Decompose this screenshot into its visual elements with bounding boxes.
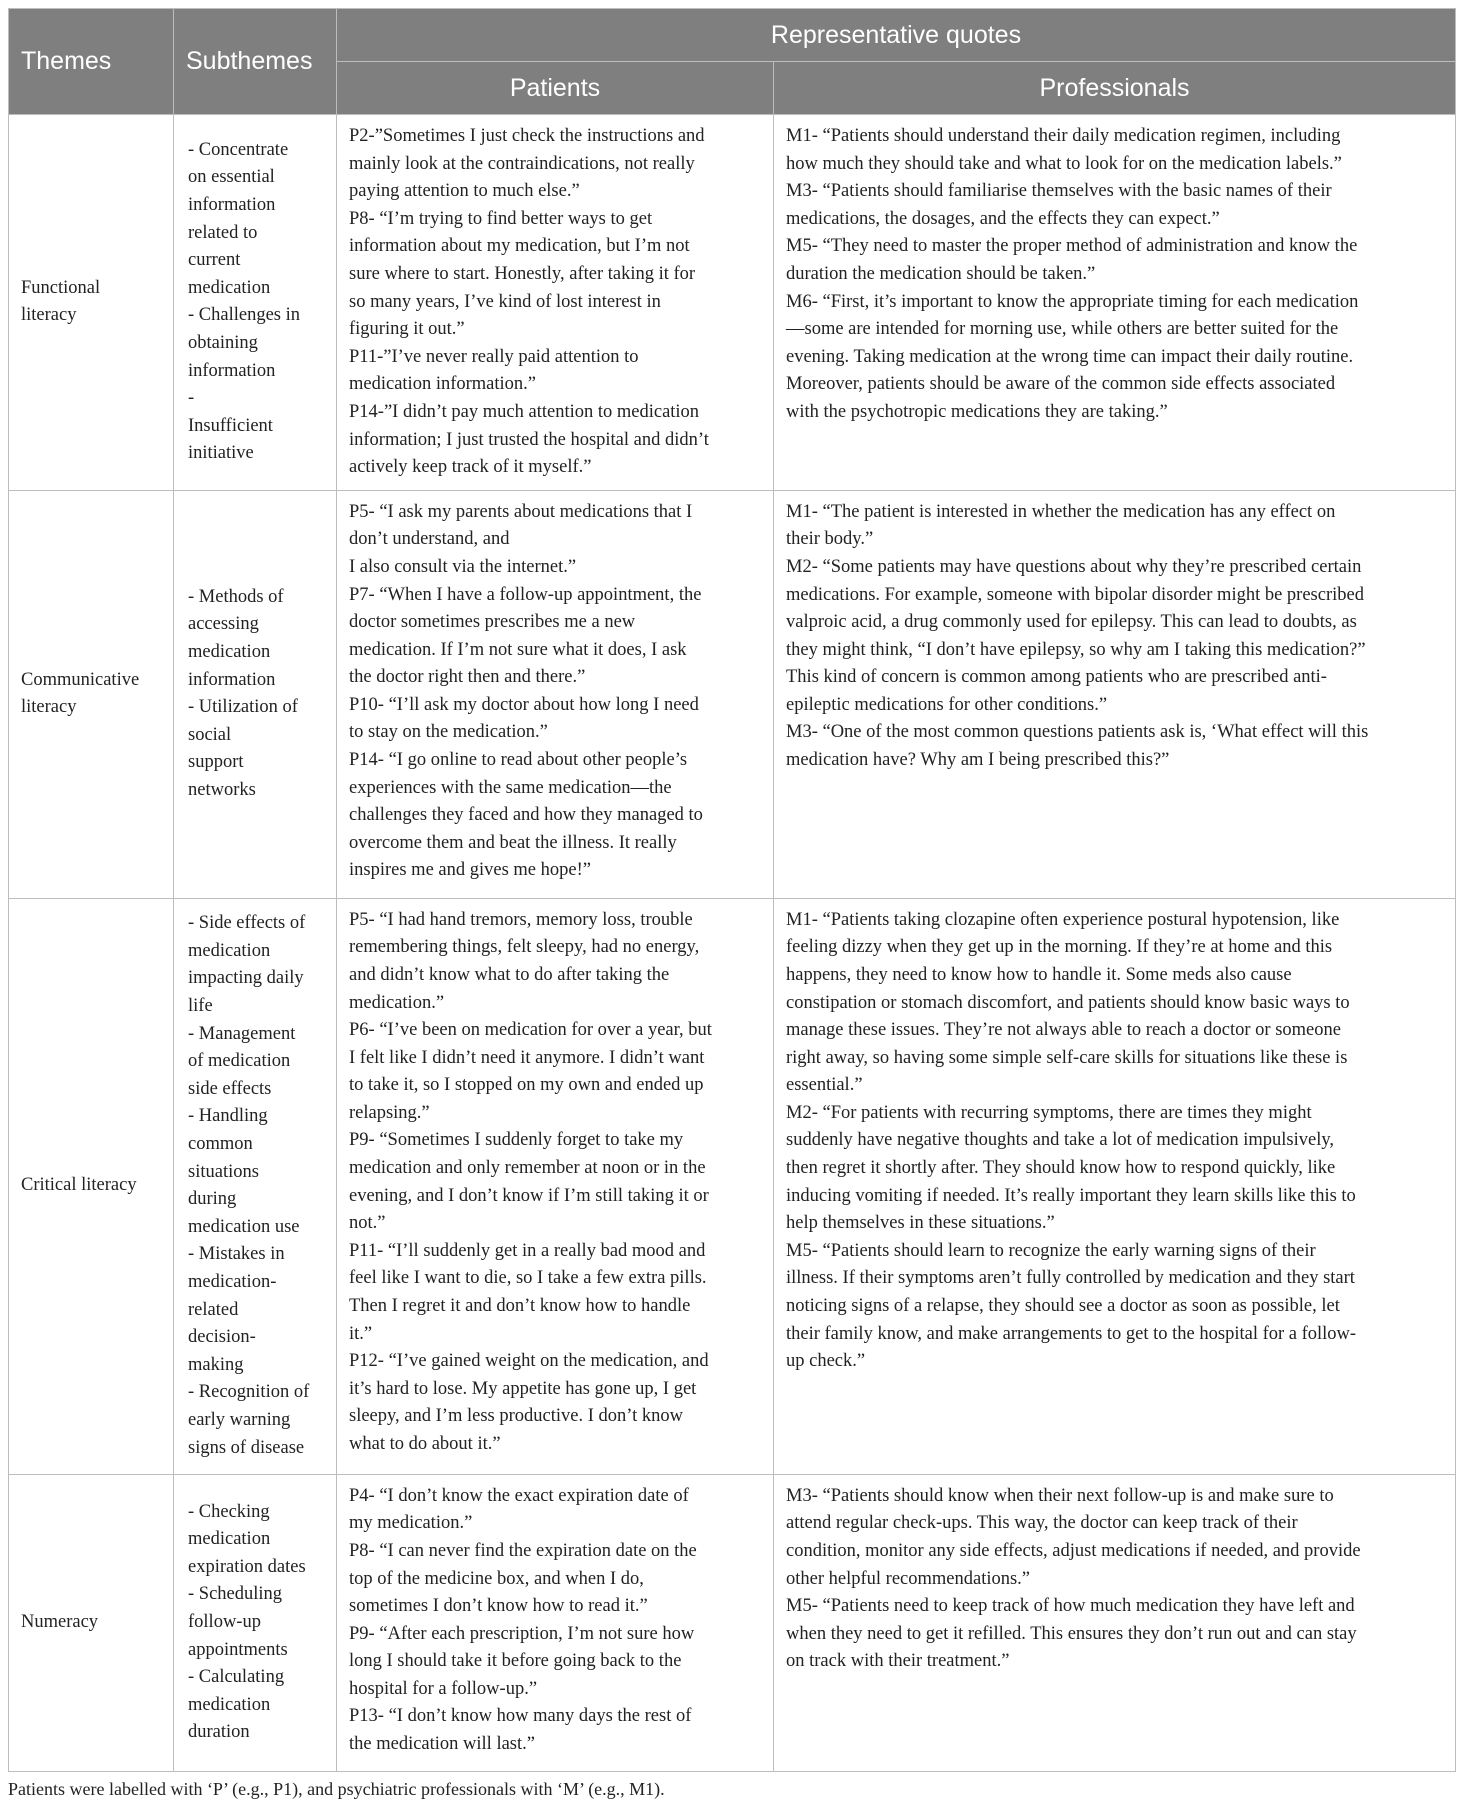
cell-line: - Scheduling	[188, 1584, 283, 1605]
cell-line: their family know, and make arrangements to get to the hospital for a follow-	[786, 1323, 1357, 1344]
cell-line: support	[188, 752, 244, 773]
cell-line: literacy	[21, 305, 77, 326]
cell-line: the doctor right then and there.”	[349, 667, 586, 688]
cell-line: paying attention to much else.”	[349, 181, 580, 202]
cell-line: essential.”	[786, 1075, 863, 1096]
cell-line: constipation or stomach discomfort, and patients should know basic ways to	[786, 992, 1350, 1013]
cell-line: medications, the dosages, and the effects they can expect.”	[786, 208, 1220, 229]
cell-line: Then I regret it and don’t know how to handle	[349, 1296, 691, 1317]
cell-line: side effects	[188, 1078, 272, 1099]
cell-line: medication-	[188, 1272, 277, 1292]
cell-line: P4- “I don’t know the exact expiration date of	[349, 1485, 689, 1506]
cell-line: P14-”I didn’t pay much attention to medication	[349, 401, 700, 422]
cell-line: my medication.”	[349, 1513, 473, 1534]
cell-line: overcome them and beat the illness. It really	[349, 832, 677, 853]
cell-line: medication	[188, 1694, 271, 1715]
themes-table	[8, 8, 1456, 1772]
cell-line: with the psychotropic medications they are taking.”	[786, 401, 1168, 422]
cell-line: I also consult via the internet.”	[349, 556, 577, 577]
cell-line: obtaining	[188, 332, 258, 353]
cell-line: M1- “The patient is interested in whether the medication has any effect on	[786, 501, 1336, 522]
cell-line: situations	[188, 1161, 259, 1182]
cell-line: common	[188, 1134, 253, 1155]
cell-line: manage these issues. They’re not always able to reach a doctor or someone	[786, 1020, 1341, 1041]
theme-cell	[9, 898, 174, 1474]
cell-line: relapsing.”	[349, 1102, 430, 1123]
cell-line: up check.”	[786, 1351, 866, 1372]
cell-line: during	[188, 1189, 237, 1210]
cell-line: of medication	[188, 1051, 291, 1072]
cell-line: illness. If their symptoms aren’t fully controlled by medication and they start	[786, 1268, 1355, 1289]
cell-line: medication	[188, 277, 271, 298]
cell-line: evening. Taking medication at the wrong time can impact their daily routine.	[786, 346, 1354, 367]
cell-line: related to	[188, 222, 258, 243]
cell-line: when they need to get it refilled. This ensures they don’t run out and can stay	[786, 1623, 1357, 1644]
header-subthemes: Subthemes	[174, 9, 337, 115]
professional-quotes-cell	[774, 115, 1456, 491]
cell-line: P6- “I’ve been on medication for over a year, but	[349, 1020, 712, 1041]
cell-line: early warning	[188, 1409, 291, 1430]
cell-line: information	[188, 669, 276, 690]
cell-line: feel like I want to die, so I take a few extra pills.	[349, 1268, 707, 1289]
cell-line: P7- “When I have a follow-up appointment, the	[349, 584, 702, 605]
cell-line: P10- “I’ll ask my doctor about how long I need	[349, 694, 699, 715]
theme-cell	[9, 115, 174, 491]
table-header	[9, 9, 1456, 115]
professional-quotes-cell	[774, 1474, 1456, 1771]
cell-line: long I should take it before going back to the	[349, 1651, 682, 1672]
cell-line: medication have? Why am I being prescribed this?”	[786, 750, 1170, 771]
cell-line: P8- “I can never find the expiration date on the	[349, 1540, 697, 1561]
cell-line: - Handling	[188, 1106, 268, 1127]
cell-line: M3- “Patients should know when their next follow-up is and make sure to	[786, 1485, 1334, 1506]
table-row-communicative-literacy	[9, 490, 1456, 898]
cell-line: sure where to start. Honestly, after taking it for	[349, 263, 696, 284]
cell-line: on track with their treatment.”	[786, 1651, 1010, 1672]
theme-cell	[9, 1474, 174, 1771]
cell-line: current	[188, 250, 241, 271]
cell-line: evening, and I don’t know if I’m still taking it or	[349, 1185, 709, 1206]
cell-line: P2-”Sometimes I just check the instructions and	[349, 126, 705, 146]
cell-line: challenges they faced and how they managed to	[349, 805, 703, 826]
cell-line: then regret it shortly after. They should know how to respond quickly, like	[786, 1158, 1336, 1179]
header-themes: Themes	[9, 9, 174, 115]
cell-line: P13- “I don’t know how many days the rest of	[349, 1706, 692, 1727]
cell-line: making	[188, 1354, 244, 1375]
cell-line: to stay on the medication.”	[349, 722, 548, 743]
patient-quotes-cell	[337, 490, 774, 898]
cell-line: Functional	[21, 277, 101, 298]
cell-line: on essential	[188, 167, 275, 188]
header-professionals: Professionals	[774, 62, 1456, 115]
cell-line: inspires me and gives me hope!”	[349, 860, 591, 881]
cell-line: Numeracy	[21, 1611, 99, 1632]
cell-line: - Utilization of	[188, 697, 298, 718]
patient-quotes-cell	[337, 115, 774, 491]
cell-line: P9- “Sometimes I suddenly forget to take my	[349, 1130, 684, 1151]
cell-line: M1- “Patients taking clozapine often experience postural hypotension, like	[786, 909, 1340, 930]
cell-line: I felt like I didn’t need it anymore. I didn’t want	[349, 1047, 705, 1068]
cell-line: - Mistakes in	[188, 1244, 285, 1265]
cell-line: decision-	[188, 1327, 256, 1348]
cell-line: doctor sometimes prescribes me a new	[349, 612, 636, 633]
cell-line: appointments	[188, 1639, 288, 1660]
cell-line: sleepy, and I’m less productive. I don’t know	[349, 1406, 683, 1427]
cell-line: life	[188, 996, 213, 1017]
table-row-critical-literacy	[9, 898, 1456, 1474]
cell-line: - Calculating	[188, 1667, 285, 1688]
cell-line: - Challenges in	[188, 305, 301, 326]
cell-line: right away, so having some simple self-care skills for situations like these is	[786, 1047, 1348, 1068]
subthemes-cell	[174, 898, 337, 1474]
cell-line: it’s hard to lose. My appetite has gone up, I get	[349, 1378, 697, 1399]
cell-line: medication use	[188, 1216, 300, 1237]
cell-line: -	[188, 388, 195, 409]
cell-line: medication	[188, 1529, 271, 1550]
cell-line: P12- “I’ve gained weight on the medication, and	[349, 1351, 709, 1372]
cell-line: P5- “I had hand tremors, memory loss, trouble	[349, 909, 693, 930]
cell-line: remembering things, felt sleepy, had no energy,	[349, 937, 700, 958]
cell-line: M5- “They need to master the proper method of administration and know the	[786, 236, 1358, 257]
cell-line: medication information.”	[349, 374, 536, 395]
cell-line: top of the medicine box, and when I do,	[349, 1568, 644, 1589]
cell-line: not.”	[349, 1213, 386, 1234]
cell-line: condition, monitor any side effects, adjust medications if needed, and provide	[786, 1540, 1361, 1561]
cell-line: M2- “Some patients may have questions about why they’re prescribed certain	[786, 556, 1362, 577]
table-footnote: Patients were labelled with ‘P’ (e.g., P1), and psychiatric professionals with ‘M’ (e.g., M1).	[8, 1779, 665, 1799]
cell-line: Moreover, patients should be aware of the common side effects associated	[786, 374, 1336, 395]
cell-line: epileptic medications for other conditions.”	[786, 694, 1108, 715]
cell-line: - Checking	[188, 1501, 270, 1522]
cell-line: to take it, so I stopped on my own and ended up	[349, 1075, 704, 1096]
cell-line: noticing signs of a relapse, they should see a doctor as soon as possible, let	[786, 1296, 1340, 1317]
cell-line: M2- “For patients with recurring symptoms, there are times they might	[786, 1102, 1312, 1123]
cell-line: M5- “Patients should learn to recognize the early warning signs of their	[786, 1240, 1316, 1261]
cell-line: what to do about it.”	[349, 1434, 501, 1454]
cell-line: duration the medication should be taken.”	[786, 263, 1096, 284]
cell-line: mainly look at the contraindications, not really	[349, 153, 695, 174]
cell-line: P11-”I’ve never really paid attention to	[349, 346, 639, 367]
cell-line: so many years, I’ve kind of lost interest in	[349, 291, 661, 312]
cell-line: medication	[188, 940, 271, 961]
cell-line: the medication will last.”	[349, 1734, 535, 1755]
cell-line: social	[188, 724, 232, 745]
cell-line: they might think, “I don’t have epilepsy, so why am I taking this medication?”	[786, 639, 1366, 660]
cell-line: medication.”	[349, 992, 445, 1013]
cell-line: help themselves in these situations.”	[786, 1213, 1055, 1234]
subthemes-cell	[174, 1474, 337, 1771]
theme-cell	[9, 490, 174, 898]
table-body	[9, 115, 1456, 1772]
cell-line: medication and only remember at noon or in the	[349, 1158, 706, 1179]
subthemes-cell	[174, 115, 337, 491]
cell-line: information; I just trusted the hospital and didn’t	[349, 429, 709, 450]
cell-line: - Side effects of	[188, 913, 306, 934]
cell-line: accessing	[188, 614, 259, 635]
cell-line: expiration dates	[188, 1556, 306, 1577]
professional-quotes-cell	[774, 490, 1456, 898]
cell-line: happens, they need to know how to handle it. Some meds also cause	[786, 964, 1292, 985]
cell-line: don’t understand, and	[349, 529, 510, 550]
cell-line: information	[188, 360, 276, 381]
cell-line: P9- “After each prescription, I’m not sure how	[349, 1623, 695, 1644]
cell-line: initiative	[188, 443, 254, 464]
cell-line: feeling dizzy when they get up in the morning. If they’re at home and this	[786, 937, 1333, 958]
cell-line: signs of disease	[188, 1437, 305, 1458]
cell-line: Insufficient	[188, 415, 273, 436]
cell-line: M6- “First, it’s important to know the appropriate timing for each medication	[786, 291, 1359, 312]
cell-line: - Management	[188, 1023, 296, 1044]
patient-quotes-cell	[337, 1474, 774, 1771]
cell-line: M5- “Patients need to keep track of how much medication they have left and	[786, 1596, 1355, 1617]
cell-line: figuring it out.”	[349, 319, 465, 340]
cell-line: This kind of concern is common among patients who are prescribed anti-	[786, 667, 1327, 688]
cell-line: hospital for a follow-up.”	[349, 1678, 538, 1699]
cell-line: Critical literacy	[21, 1175, 137, 1196]
cell-line: medication	[188, 642, 271, 663]
professional-quotes-cell	[774, 898, 1456, 1474]
cell-line: their body.”	[786, 529, 874, 550]
cell-line: it.”	[349, 1323, 373, 1344]
cell-line: literacy	[21, 697, 77, 718]
cell-line: M1- “Patients should understand their daily medication regimen, including	[786, 126, 1341, 146]
cell-line: - Methods of	[188, 586, 284, 607]
table-row-numeracy	[9, 1474, 1456, 1771]
cell-line: medications. For example, someone with bipolar disorder might be prescribed	[786, 584, 1364, 605]
cell-line: M3- “One of the most common questions patients ask is, ‘What effect will this	[786, 722, 1369, 743]
cell-line: follow-up	[188, 1611, 261, 1632]
cell-line: impacting daily	[188, 968, 304, 989]
cell-line: - Recognition of	[188, 1382, 310, 1403]
header-representative-quotes: Representative quotes	[337, 9, 1456, 62]
subthemes-cell	[174, 490, 337, 898]
cell-line: networks	[188, 780, 256, 800]
cell-line: information	[188, 194, 276, 215]
cell-line: experiences with the same medication—the	[349, 777, 672, 798]
cell-line: information about my medication, but I’m not	[349, 236, 690, 257]
cell-line: related	[188, 1299, 239, 1320]
cell-line: suddenly have negative thoughts and take a lot of medication impulsively,	[786, 1130, 1335, 1151]
cell-line: attend regular check-ups. This way, the doctor can keep track of their	[786, 1513, 1298, 1534]
table-row-functional-literacy	[9, 115, 1456, 491]
cell-line: and didn’t know what to do after taking the	[349, 964, 670, 985]
cell-line: —some are intended for morning use, while others are better suited for the	[786, 319, 1339, 340]
cell-line: P5- “I ask my parents about medications that I	[349, 501, 693, 522]
cell-line: - Concentrate	[188, 139, 289, 160]
header-patients: Patients	[337, 62, 774, 115]
cell-line: medication. If I’m not sure what it does, I ask	[349, 639, 687, 660]
cell-line: Communicative	[21, 669, 140, 690]
cell-line: inducing vomiting if needed. It’s really important they learn skills like this to	[786, 1185, 1356, 1206]
cell-line: P8- “I’m trying to find better ways to get	[349, 208, 653, 229]
cell-line: other helpful recommendations.”	[786, 1568, 1031, 1589]
cell-line: sometimes I don’t know how to read it.”	[349, 1596, 648, 1617]
table-container	[8, 8, 1455, 1772]
cell-line: M3- “Patients should familiarise themselves with the basic names of their	[786, 181, 1332, 202]
cell-line: P14- “I go online to read about other people’s	[349, 750, 688, 771]
cell-line: P11- “I’ll suddenly get in a really bad mood and	[349, 1240, 706, 1261]
cell-line: duration	[188, 1722, 250, 1743]
patient-quotes-cell	[337, 898, 774, 1474]
cell-line: how much they should take and what to look for on the medication labels.”	[786, 153, 1342, 174]
cell-line: valproic acid, a drug commonly used for epilepsy. This can lead to doubts, as	[786, 612, 1357, 633]
cell-line: actively keep track of it myself.”	[349, 457, 592, 478]
